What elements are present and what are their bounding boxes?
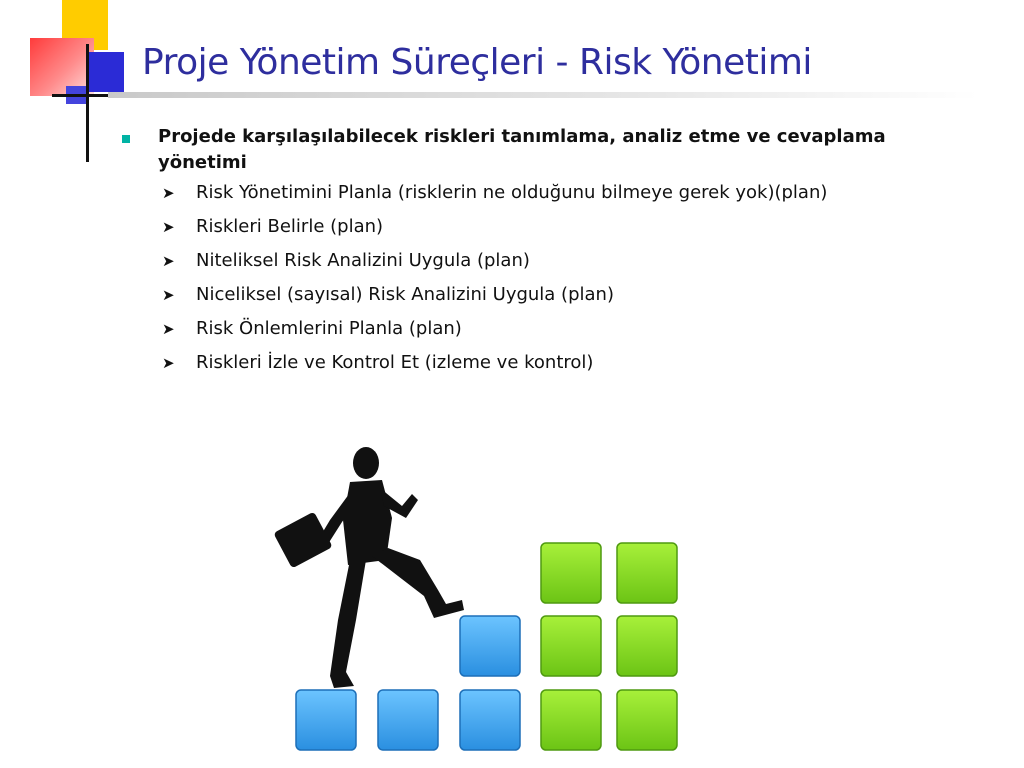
decor-blue-square	[88, 52, 124, 92]
list-item-text: Niteliksel Risk Analizini Uygula (plan)	[196, 250, 530, 271]
green-blocks	[541, 543, 677, 750]
arrowhead-bullet-icon: ➤	[162, 286, 175, 304]
list-item-text: Risk Yönetimini Planla (risklerin ne olduğunu bilmeye gerek yok)(plan)	[196, 182, 828, 203]
main-bullet	[122, 124, 962, 176]
businessman-climbing-blocks-illustration	[270, 445, 700, 768]
blue-blocks	[296, 616, 520, 750]
list-item-text: Risk Önlemlerini Planla (plan)	[196, 318, 462, 339]
arrowhead-bullet-icon: ➤	[162, 218, 175, 236]
list-item-text: Riskleri Belirle (plan)	[196, 216, 384, 237]
arrowhead-bullet-icon: ➤	[162, 184, 175, 202]
decor-vertical-line	[86, 44, 89, 162]
list-item	[162, 214, 962, 240]
list-item-text: Riskleri İzle ve Kontrol Et (izleme ve kontrol)	[196, 352, 594, 373]
list-item	[162, 350, 962, 376]
arrowhead-bullet-icon: ➤	[162, 354, 175, 372]
slide-title: Proje Yönetim Süreçleri - Risk Yönetimi	[142, 42, 812, 83]
arrowhead-bullet-icon: ➤	[162, 252, 175, 270]
list-item	[162, 316, 962, 342]
businessman-silhouette	[273, 447, 464, 688]
list-item	[162, 180, 962, 206]
square-bullet-icon	[122, 135, 130, 143]
arrowhead-bullet-icon: ➤	[162, 320, 175, 338]
bullet-list	[122, 124, 962, 384]
list-item	[162, 282, 962, 308]
main-bullet-text: Projede karşılaşılabilecek riskleri tanımlama, analiz etme ve cevaplama yönetimi	[158, 126, 886, 173]
list-item-text: Niceliksel (sayısal) Risk Analizini Uygula (plan)	[196, 284, 614, 305]
sub-bullet-list	[162, 180, 962, 376]
list-item	[162, 248, 962, 274]
